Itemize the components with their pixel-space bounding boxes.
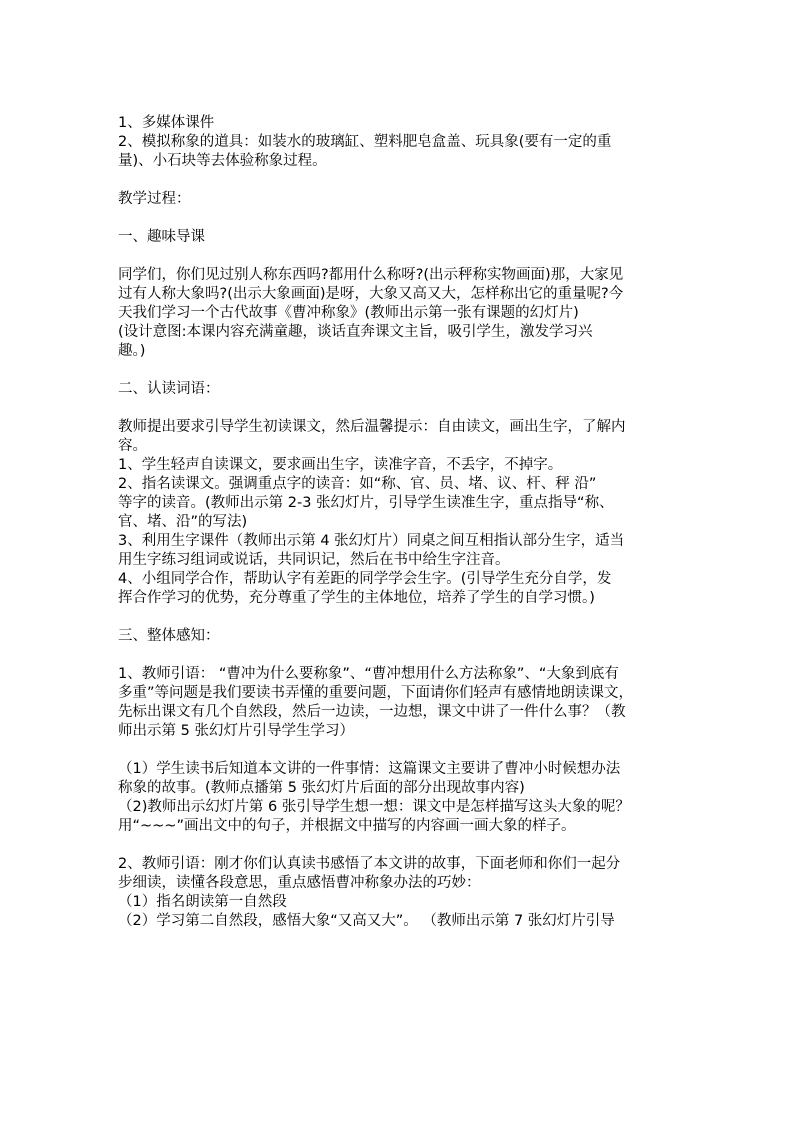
text-line: 步细读，读懂各段意思，重点感悟曹冲称象办法的巧妙： (118, 875, 481, 891)
text-line: 挥合作学习的优势，充分尊重了学生的主体地位，培养了学生的自学习惯。) (118, 590, 595, 606)
text-line: 4、小组同学合作，帮助认字有差距的同学学会生字。(引导学生充分自学，发 (118, 571, 612, 587)
text-line: 称象的故事。(教师点播第 5 张幻灯片后面的部分出现故事内容) (118, 780, 525, 796)
text-line: （1）指名朗读第一自然段 (118, 894, 287, 910)
blank-line (118, 399, 680, 418)
text-line: 教学过程： (118, 191, 191, 207)
text-line: 同学们，你们见过别人称东西吗?都用什么称呀?(出示秤称实物画面)那，大家见 (118, 267, 624, 283)
text-line: 三、整体感知： (118, 628, 220, 644)
text-line: 1、多媒体课件 (118, 115, 215, 131)
blank-line (118, 741, 680, 760)
blank-line (118, 209, 680, 228)
text-line: 1、学生轻声自读课文，要求画出生字，读准字音，不丢字，不掉字。 (118, 457, 563, 473)
blank-line (118, 171, 680, 190)
text-line: 官、堵、沿”的写法) (118, 514, 248, 530)
text-line: 2、指名读课文。强调重点字的读音：如“称、官、员、堵、议、杆、秤 沿” (118, 476, 597, 492)
text-line: 过有人称大象吗?(出示大象画面)是呀，大象又高又大，怎样称出它的重量呢?今 (118, 286, 624, 302)
text-line: 用“~~~”画出文中的句子，并根据文中描写的内容画一画大象的样子。 (118, 818, 576, 834)
blank-line (118, 247, 680, 266)
blank-line (118, 608, 680, 627)
text-line: （2)教师出示幻灯片第 6 张引导学生想一想：课文中是怎样描写这头大象的呢？ (118, 799, 630, 815)
text-line: 教师提出要求引导学生初读课文，然后温馨提示：自由读文，画出生字，了解内 (118, 419, 626, 435)
text-line: 2、教师引语：刚才你们认真读书感悟了本文讲的故事，下面老师和你们一起分 (118, 856, 621, 872)
text-line: 天我们学习一个古代故事《曹冲称象》(教师出示第一张有课题的幻灯片) (118, 305, 579, 321)
text-line: 多重”等问题是我们要读书弄懂的重要问题，下面请你们轻声有感情地朗读课文， (118, 685, 634, 701)
blank-line (118, 836, 680, 855)
text-line: 一、趣味导课 (118, 229, 205, 245)
text-line: 二、认读词语： (118, 381, 220, 397)
text-line: 用生字练习组词或说话，共同识记，然后在书中给生字注音。 (118, 552, 510, 568)
text-line: 等字的读音。(教师出示第 2-3 张幻灯片，引导学生读准生字，重点指导“称、 (118, 495, 614, 511)
text-line: 3、利用生字课件（教师出示第 4 张幻灯片）同桌之间互相指认部分生字，适当 (118, 533, 625, 549)
text-line: （1）学生读书后知道本文讲的一件事情：这篇课文主要讲了曹冲小时候想办法 (118, 761, 621, 777)
blank-line (118, 646, 680, 665)
text-line: (设计意图:本课内容充满童趣，谈话直奔课文主旨，吸引学生，激发学习兴 (118, 324, 593, 340)
blank-line (118, 361, 680, 380)
text-line: 师出示第 5 张幻灯片引导学生学习） (118, 723, 354, 739)
text-line: 容。 (118, 438, 147, 454)
text-line: 2、模拟称象的道具：如装水的玻璃缸、塑料肥皂盒盖、玩具象(要有一定的重 (118, 134, 612, 150)
text-line: （2）学习第二自然段，感悟大象“又高又大”。 （教师出示第 7 张幻灯片引导 (118, 913, 615, 929)
text-line: 1、教师引语： “曹冲为什么要称象”、“曹冲想用什么方法称象”、“大象到底有 (118, 666, 619, 682)
text-line: 趣。) (118, 343, 146, 359)
text-line: 量)、小石块等去体验称象过程。 (118, 153, 327, 169)
document-body (118, 114, 680, 931)
text-line: 先标出课文有几个自然段，然后一边读，一边想，课文中讲了一件什么事？（教 (118, 704, 626, 720)
